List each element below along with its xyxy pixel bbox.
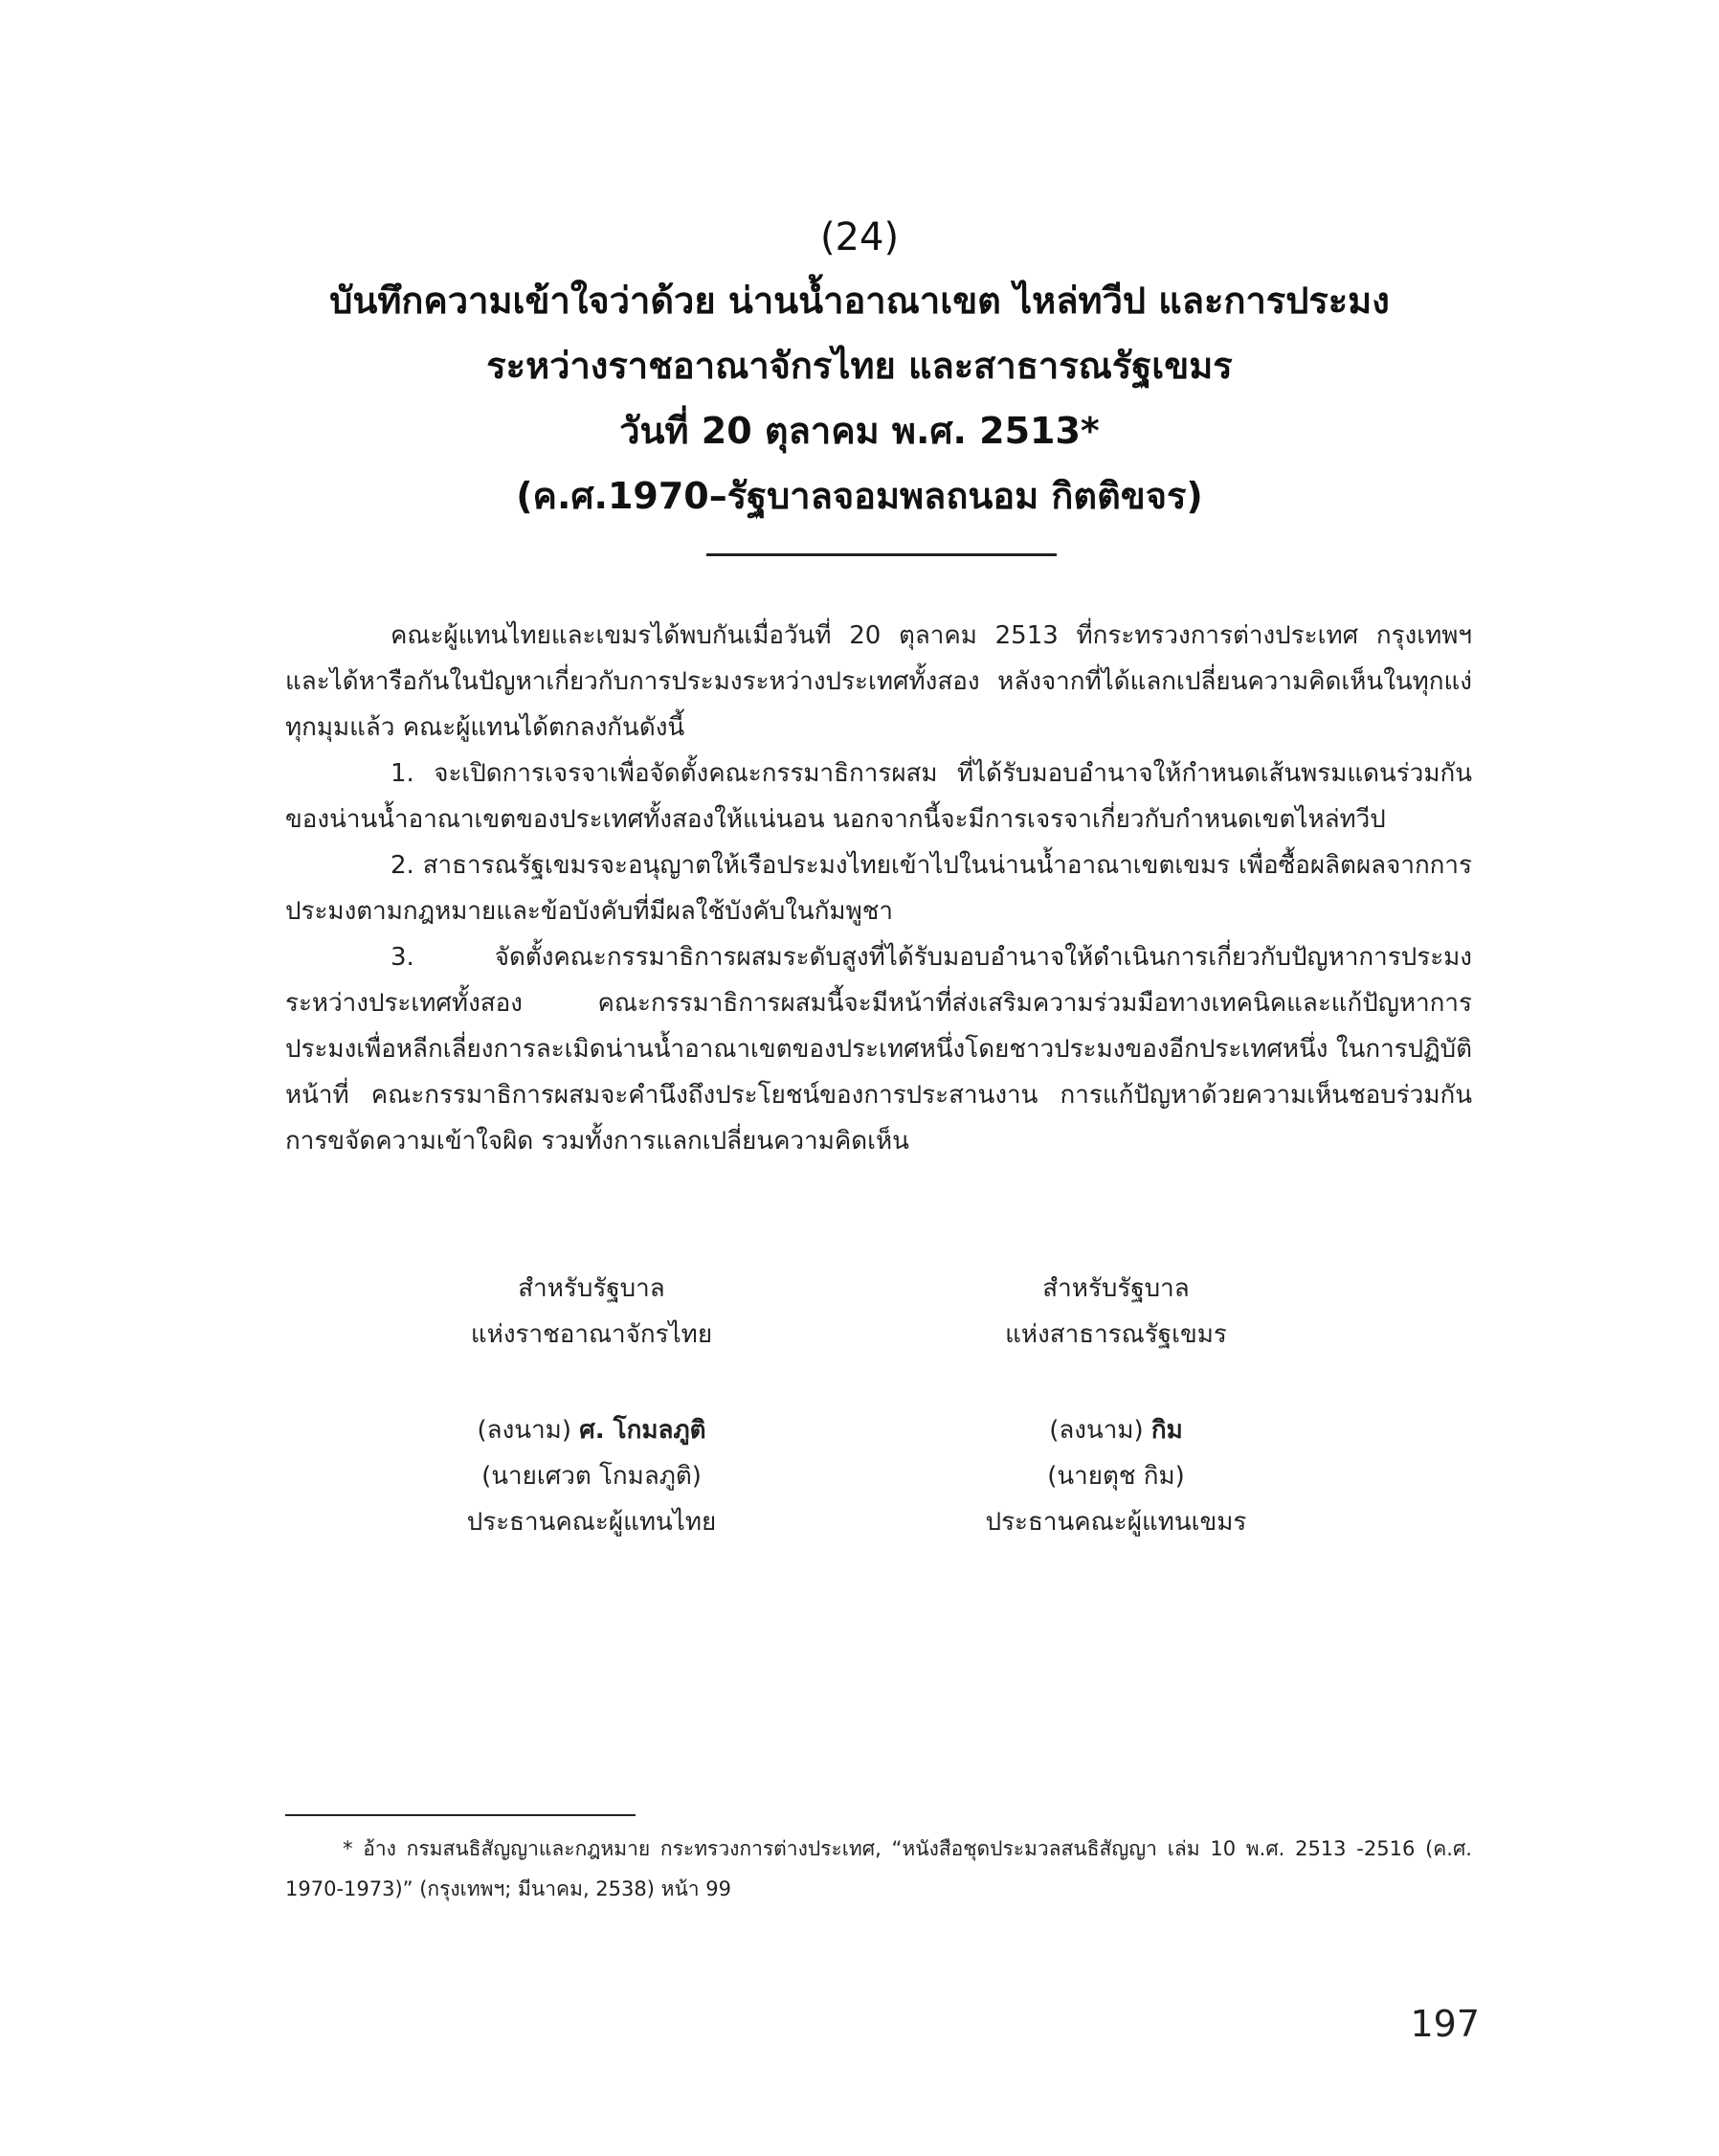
signature-block-khmer [867, 1266, 1365, 1545]
intro-paragraph: คณะผู้แทนไทยและเขมรได้พบกันเมื่อวันที่ 20 ตุลาคม 2513 ที่กระทรวงการต่างประเทศ กรุงเทพฯ และได้หารือกันในปัญหาเกี่ยวกับการประมงระหว่างประเทศทั้งสอง หลังจากที่ได้แลกเปลี่ยนความคิดเห็นในทุกแง่ทุกมุมแล้ว คณะผู้แทนได้ตกลงกันดังนี้ [285, 621, 1472, 742]
page-number: 197 [1410, 2003, 1480, 2045]
signatory-full-name: (นายตุช กิม) [1047, 1462, 1185, 1491]
title-divider [706, 553, 1057, 556]
footnote: * อ้าง กรมสนธิสัญญาและกฎหมาย กระทรวงการต่างประเทศ, “หนังสือชุดประมวลสนธิสัญญา เล่ม 10 พ.ศ. 2513 -2516 (ค.ศ. 1970-1973)” (กรุงเทพฯ; มีนาคม, 2538) หน้า 99 [285, 1837, 1472, 1900]
signature-block-thailand [343, 1266, 840, 1545]
title-line-1: บันทึกความเข้าใจว่าด้วย น่านน้ำอาณาเขต ไหล่ทวีป และการประมง [329, 280, 1390, 322]
document-number: (24) [819, 215, 900, 259]
clause-3: 3. จัดตั้งคณะกรรมาธิการผสมระดับสูงที่ได้รับมอบอำนาจให้ดำเนินการเกี่ยวกับปัญหาการประมงระหว่างประเทศทั้งสอง คณะกรรมาธิการผสมนี้จะมีหน้าที่ส่งเสริมความร่วมมือทางเทคนิคและแก้ปัญหาการประมงเพื่อหลีกเลี่ยงการละเมิดน่านน้ำอาณาเขตของประเทศหนึ่งโดยชาวประมงของอีกประเทศหนึ่ง ในการปฏิบัติหน้าที่ คณะกรรมาธิการผสมจะคำนึงถึงประโยชน์ของการประสานงาน การแก้ปัญหาด้วยความเห็นชอบร่วมกัน การขจัดความเข้าใจผิด รวมทั้งการแลกเปลี่ยนความคิดเห็น [285, 943, 1472, 1156]
signed-prefix: (ลงนาม) [477, 1416, 571, 1445]
signed-name: ศ. โกมลภูติ [579, 1416, 706, 1445]
signed-line [343, 1407, 840, 1453]
signed-name: กิม [1150, 1416, 1183, 1445]
title-line-2: ระหว่างราชอาณาจักรไทย และสาธารณรัฐเขมร [486, 345, 1233, 387]
signatory-for-line1: สำหรับรัฐบาล [518, 1274, 665, 1303]
signatory-position: ประธานคณะผู้แทนไทย [466, 1508, 717, 1537]
signatory-for-line1: สำหรับรัฐบาล [1042, 1274, 1190, 1303]
clause-2: 2. สาธารณรัฐเขมรจะอนุญาตให้เรือประมงไทยเข้าไปในน่านน้ำอาณาเขตเขมร เพื่อซื้อผลิตผลจากการประมงตามกฎหมายและข้อบังคับที่มีผลใช้บังคับในกัมพูชา [285, 851, 1472, 926]
signed-prefix: (ลงนาม) [1049, 1416, 1144, 1445]
signatory-full-name: (นายเศวต โกมลภูติ) [481, 1462, 702, 1491]
memorandum-body [285, 613, 1472, 1164]
signed-line [867, 1407, 1365, 1453]
title-line-date: วันที่ 20 ตุลาคม พ.ศ. 2513* [619, 410, 1100, 452]
signatory-for-line2: แห่งราชอาณาจักรไทย [470, 1320, 713, 1349]
title-line-era: (ค.ศ.1970–รัฐบาลจอมพลถนอม กิตติขจร) [516, 475, 1203, 517]
clause-1: 1. จะเปิดการเจรจาเพื่อจัดตั้งคณะกรรมาธิการผสม ที่ได้รับมอบอำนาจให้กำหนดเส้นพรมแดนร่วมกันของน่านน้ำอาณาเขตของประเทศทั้งสองให้แน่นอน นอกจากนี้จะมีการเจรจาเกี่ยวกับกำหนดเขตไหล่ทวีป [285, 759, 1472, 834]
signatory-position: ประธานคณะผู้แทนเขมร [985, 1508, 1247, 1537]
signatory-for-line2: แห่งสาธารณรัฐเขมร [1005, 1320, 1227, 1349]
footnote-divider [285, 1814, 636, 1816]
title-block [249, 211, 1470, 528]
